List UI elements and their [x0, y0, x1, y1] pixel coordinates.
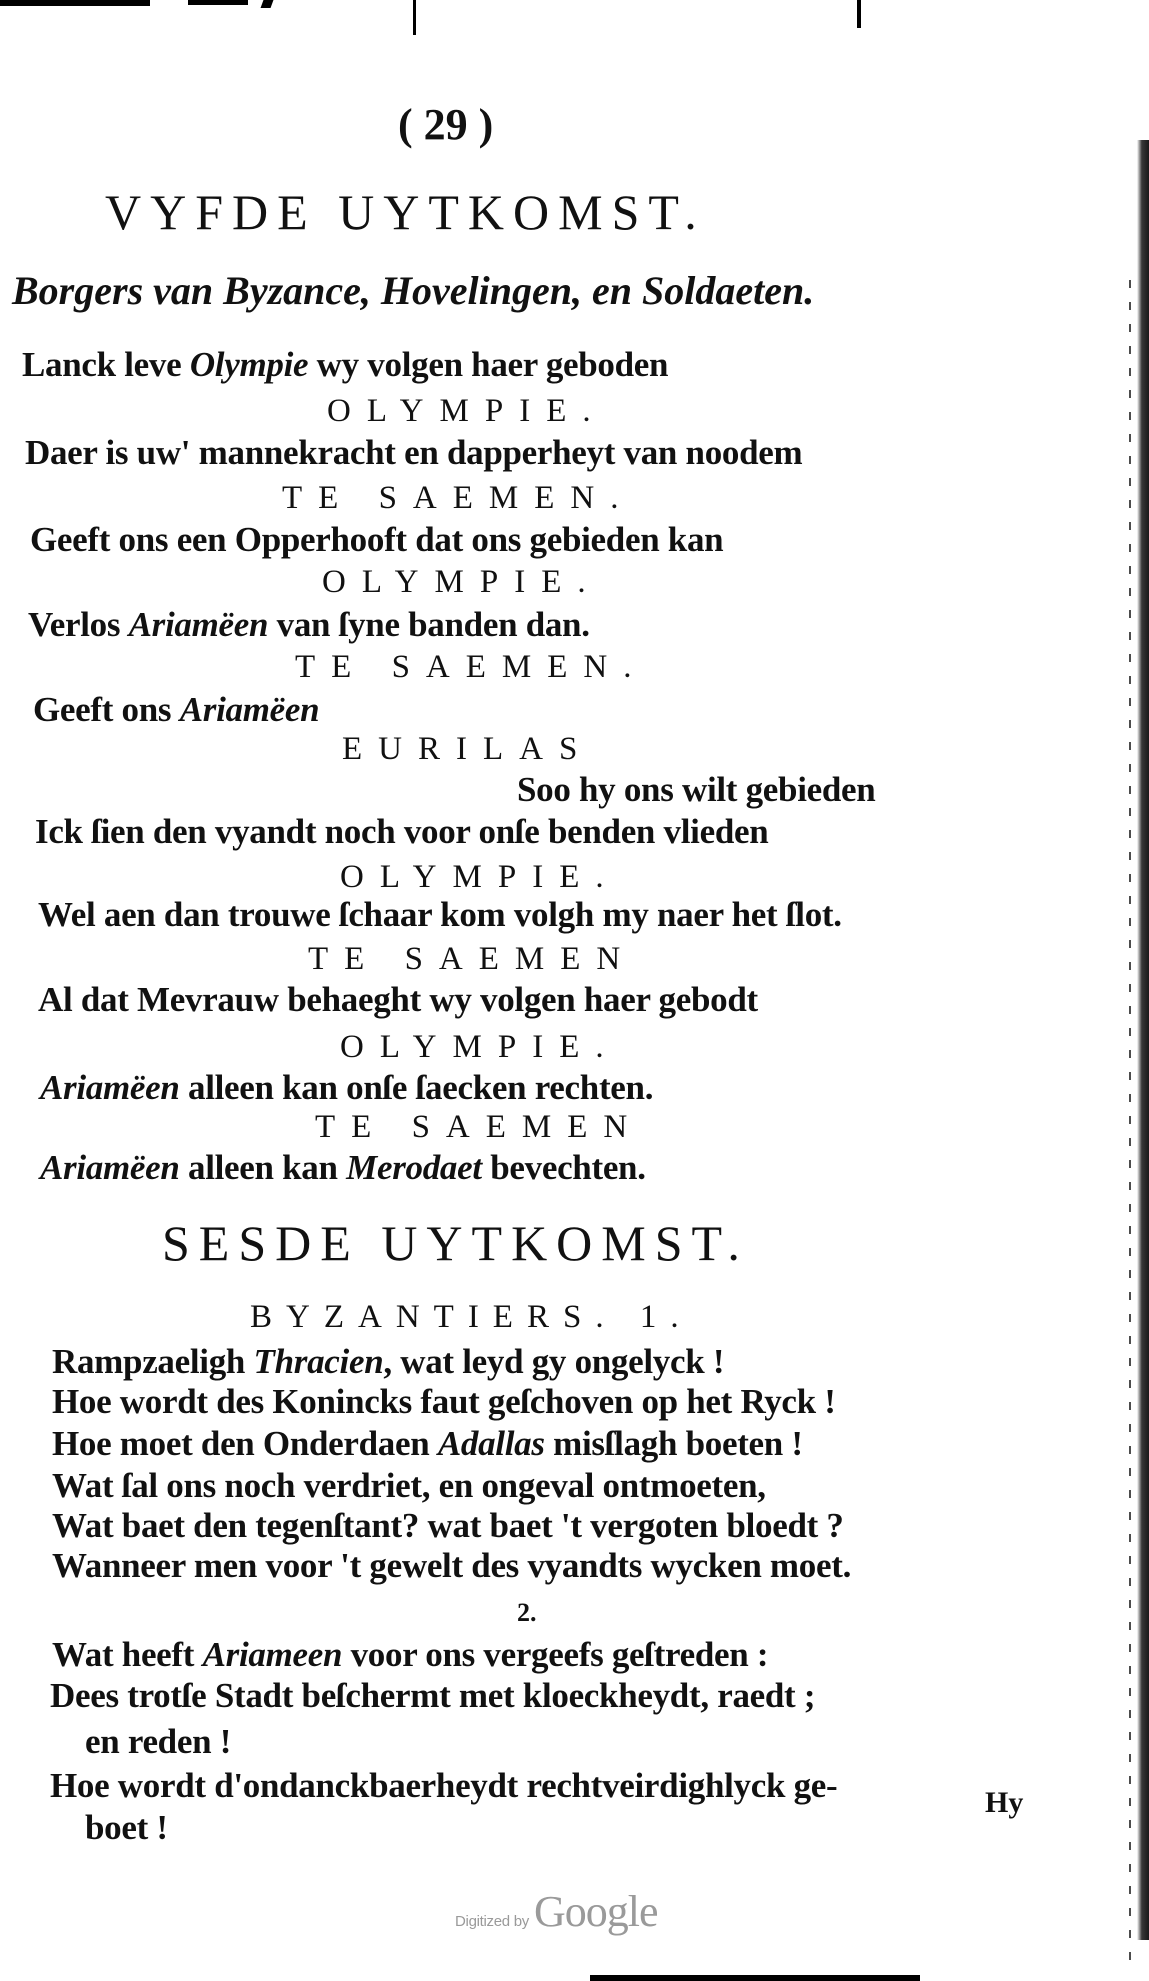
- stanza-line: Hoe wordt d'ondanckbaerheydt rechtveirdighlyck ge-: [50, 1766, 838, 1805]
- top-edge-artifact: [413, 0, 416, 35]
- stanza-line: Rampzaeligh Thracien, wat leyd gy ongelyck !: [52, 1342, 725, 1381]
- verse-line: Al dat Mevrauw behaeght wy volgen haer gebodt: [38, 980, 758, 1019]
- bottom-edge-artifact: [590, 1975, 920, 1981]
- speaker-label: TE SAEMEN: [308, 941, 637, 977]
- stanza-line: Dees trotſe Stadt beſchermt met kloeckheydt, raedt ;: [50, 1676, 816, 1715]
- stanza-line: Hoe wordt des Konincks faut geſchoven op het Ryck !: [52, 1382, 836, 1421]
- speaker-label: OLYMPIE.: [340, 1029, 620, 1065]
- speaker-label: OLYMPIE.: [327, 393, 607, 429]
- google-logo-text: Google: [534, 1887, 658, 1936]
- section-subtitle: Borgers van Byzance, Hovelingen, en Soldaeten.: [12, 268, 815, 313]
- top-edge-artifact: [857, 0, 861, 28]
- verse-line: Geeft ons een Opperhooft dat ons gebieden kan: [30, 520, 724, 559]
- stanza-line: boet !: [85, 1808, 168, 1847]
- stanza-line: Wat ſal ons noch verdriet, en ongeval ontmoeten,: [52, 1466, 766, 1505]
- speaker-label: OLYMPIE.: [340, 859, 620, 895]
- verse-number: 2.: [517, 1598, 537, 1627]
- section-title-sesde-uytkomst: SESDE UYTKOMST.: [162, 1215, 749, 1271]
- stanza-line: Wanneer men voor 't gewelt des vyandts wycken moet.: [52, 1546, 852, 1585]
- watermark-prefix: Digitized by: [455, 1913, 529, 1930]
- section-title-vyfde-uytkomst: VYFDE UYTKOMST.: [105, 184, 706, 240]
- verse-line: Daer is uw' mannekracht en dapperheyt van noodem: [25, 433, 803, 472]
- speaker-label: TE SAEMEN: [315, 1109, 644, 1145]
- verse-line: Ick ſien den vyandt noch voor onſe benden vlieden: [35, 812, 769, 851]
- speaker-label: TE SAEMEN.: [282, 480, 635, 516]
- verse-line: Ariamëen alleen kan onſe ſaecken rechten.: [40, 1068, 654, 1107]
- page-number: ( 29 ): [398, 100, 494, 149]
- speaker-label: EURILAS: [342, 731, 594, 767]
- stanza-line: Wat heeft Ariameen voor ons vergeefs geſtreden :: [52, 1635, 769, 1674]
- page-binding-edge: [1137, 140, 1149, 1940]
- verse-line: Geeft ons Ariamëen: [33, 690, 320, 729]
- digitized-by-google-watermark: [455, 1886, 658, 1937]
- top-edge-artifact: [0, 0, 150, 6]
- verse-line: Soo hy ons wilt gebieden: [517, 770, 876, 809]
- stanza-line: en reden !: [85, 1722, 232, 1761]
- verse-line: Ariamëen alleen kan Merodaet bevechten.: [40, 1148, 646, 1187]
- verse-line: Verlos Ariamëen van ſyne banden dan.: [28, 605, 590, 644]
- page-binding-dashes: [1129, 280, 1131, 1960]
- speaker-label-byzantiers: BYZANTIERS. 1.: [250, 1299, 693, 1335]
- top-edge-artifact: [261, 0, 274, 8]
- stanza-line: Wat baet den tegenſtant? wat baet 't vergoten bloedt ?: [52, 1506, 844, 1545]
- speaker-label: OLYMPIE.: [322, 564, 602, 600]
- top-edge-artifact: [188, 0, 248, 5]
- verse-line: Lanck leve Olympie wy volgen haer geboden: [22, 345, 669, 384]
- verse-line: Wel aen dan trouwe ſchaar kom volgh my naer het ſlot.: [38, 895, 842, 934]
- stanza-line: Hoe moet den Onderdaen Adallas misſlagh boeten !: [52, 1424, 803, 1463]
- speaker-label: TE SAEMEN.: [295, 649, 648, 685]
- catchword: Hy: [985, 1786, 1024, 1819]
